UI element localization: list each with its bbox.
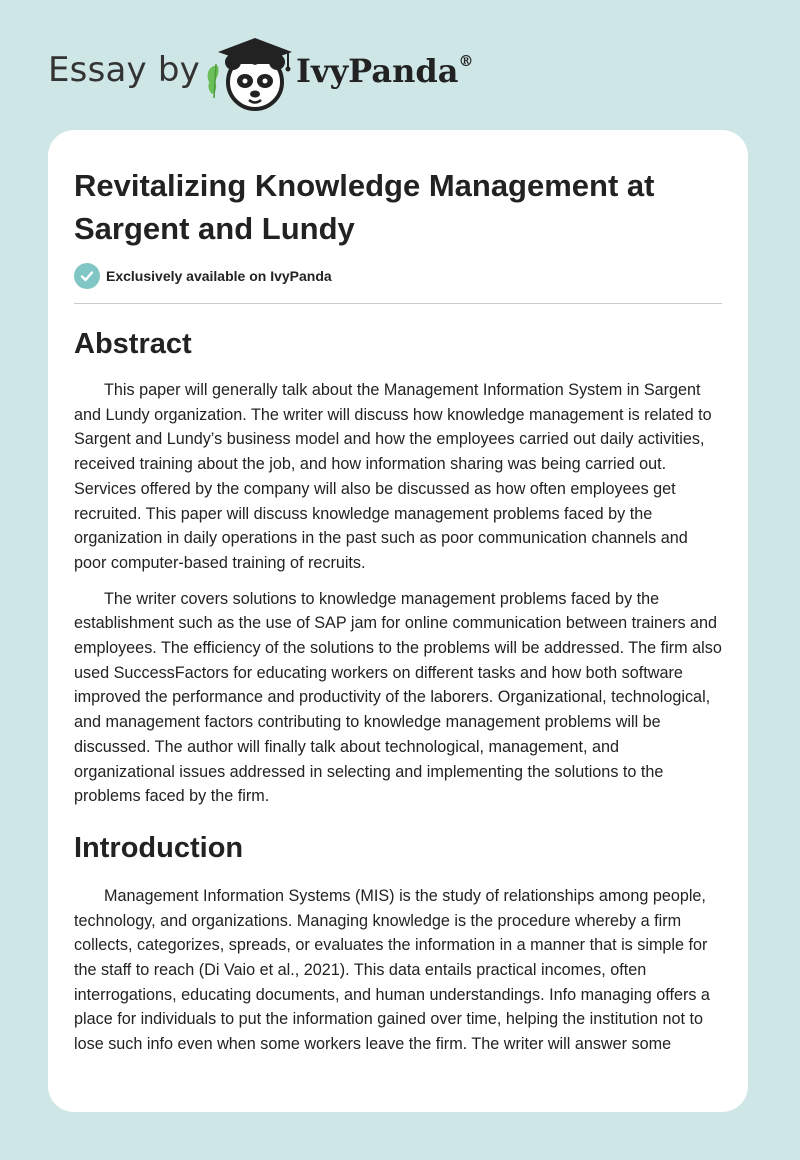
brand-text: IvyPanda	[296, 52, 459, 90]
panda-logo-icon	[200, 34, 310, 114]
ivypanda-logo[interactable]	[200, 34, 310, 114]
paragraph: Management Information Systems (MIS) is the study of relationships among people, technology, and organizations. Managing knowledge is the procedure whereby a firm collects, categorizes, spreads, or evaluates the information in a manner that is simple for the staff to reach (Di Vaio et al., 2021). This data entails practical incomes, often interrogations, educating documents, and human understandings. Info managing offers a place for individuals to put the information gained over time, helping the institution not to lose such info even when some workers leave the firm. The writer will answer some	[74, 886, 710, 1054]
essay-by-label: Essay by	[48, 50, 200, 90]
essay-body	[74, 326, 724, 1068]
exclusive-badge-label: Exclusively available on IvyPanda	[106, 268, 332, 284]
exclusive-badge	[74, 262, 332, 290]
essay-card	[48, 130, 748, 1112]
brand-name[interactable]	[296, 52, 473, 90]
check-icon	[74, 263, 100, 289]
paragraph: The writer covers solutions to knowledge management problems faced by the establishment such as the use of SAP jam for online communication between trainers and employees. The efficiency of the solutions to the problems will be addressed. The firm also used SuccessFactors for educating workers on different tasks and how both software improved the performance and productivity of the laborers. Organizational, technological, and management factors contributing to knowledge management problems will be discussed. The author will finally talk about technological, management, and organizational issues addressed in selecting and implementing the solutions to the problems faced by the firm.	[74, 589, 722, 806]
paragraph: This paper will generally talk about the Management Information System in Sargent and Lundy organization. The writer will discuss how knowledge management is related to Sargent and Lundy’s business model and how the employees carried out daily activities, received training about the job, and how information sharing was being carried out. Services offered by the company will also be discussed as how often employees get recruited. This paper will discuss knowledge management problems faced by the organization in daily operations in the past such as poor communication channels and poor computer-based training of recruits.	[74, 381, 712, 572]
title-divider	[74, 303, 722, 304]
registered-mark: ®	[458, 52, 474, 71]
essay-title: Revitalizing Knowledge Management at Sargent and Lundy	[74, 168, 655, 246]
section-heading-abstract: Abstract	[74, 328, 192, 360]
site-header	[0, 0, 800, 130]
section-heading-introduction: Introduction	[74, 831, 244, 864]
